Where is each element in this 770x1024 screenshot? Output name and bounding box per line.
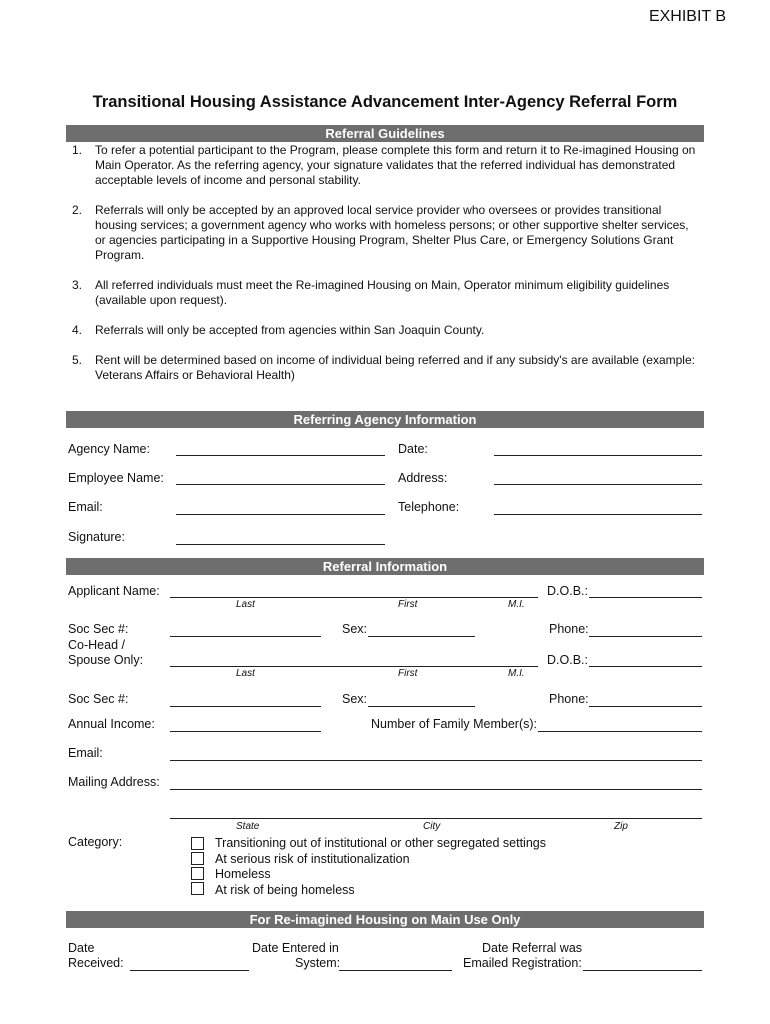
category-checkbox[interactable] [191, 882, 204, 895]
cohead-name-field[interactable] [170, 666, 538, 667]
employee-name-label: Employee Name: [68, 471, 164, 485]
office-use-heading: For Re-imagined Housing on Main Use Only [66, 911, 704, 928]
applicant-phone-field[interactable] [589, 636, 702, 637]
cohead-dob-label: D.O.B.: [547, 653, 588, 667]
applicant-dob-field[interactable] [589, 597, 702, 598]
category-label: Category: [68, 835, 123, 849]
cohead-label-line2: Spouse Only: [68, 653, 144, 667]
guideline-number: 2. [72, 203, 83, 217]
applicant-ssn-field[interactable] [170, 636, 321, 637]
cohead-ssn-label: Soc Sec #: [68, 692, 129, 706]
city-sublabel: City [423, 821, 441, 832]
signature-field[interactable] [176, 544, 385, 545]
mailing-address-field[interactable] [170, 789, 702, 790]
date-label: Date: [398, 442, 428, 456]
applicant-sex-label: Sex: [342, 622, 368, 636]
agency-name-label: Agency Name: [68, 442, 150, 456]
guideline-number: 1. [72, 143, 83, 157]
address-field[interactable] [494, 484, 702, 485]
agency-name-field[interactable] [176, 455, 385, 456]
first-sublabel: First [398, 668, 418, 679]
mi-sublabel: M.I. [508, 599, 525, 610]
guideline-number: 4. [72, 323, 83, 337]
cohead-sex-label: Sex: [342, 692, 368, 706]
category-option-label: Homeless [215, 867, 271, 881]
last-sublabel: Last [236, 668, 255, 679]
guideline-text: To refer a potential participant to the Program, please complete this form and return it to Re-imagined Housing on Main Operator. As the referring agency, your signature validates that the referred individual has demonstrated acceptable levels of income and personal stability. [95, 143, 696, 187]
form-title: Transitional Housing Assistance Advancement Inter-Agency Referral Form [92, 93, 678, 111]
guidelines-heading: Referral Guidelines [66, 125, 704, 142]
guideline-item [66, 203, 696, 263]
annual-income-label: Annual Income: [68, 717, 155, 731]
applicant-name-label: Applicant Name: [68, 584, 160, 598]
applicant-ssn-label: Soc Sec #: [68, 622, 129, 636]
date-field[interactable] [494, 455, 702, 456]
referral-heading: Referral Information [66, 558, 704, 575]
agency-email-label: Email: [68, 500, 103, 514]
category-option-label: At risk of being homeless [215, 883, 355, 897]
guideline-text: Referrals will only be accepted from agencies within San Joaquin County. [95, 323, 485, 337]
applicant-name-field[interactable] [170, 597, 538, 598]
guideline-item [66, 143, 696, 188]
mailing-address-label: Mailing Address: [68, 775, 160, 789]
guideline-text: Referrals will only be accepted by an approved local service provider who oversees or provides transitional housing services; a government agency who works with homeless persons; or other supportive shelter services, or agencies participating in a Supportive Housing Program, Shelter Plus Care, or Emergency Solutions Grant Program. [95, 203, 689, 262]
date-entered-label-line2: System: [295, 956, 341, 970]
guideline-text: All referred individuals must meet the Re-imagined Housing on Main, Operator minimum eligibility guidelines (available upon request). [95, 278, 670, 307]
category-option-label: At serious risk of institutionalization [215, 852, 410, 866]
category-checkbox[interactable] [191, 852, 204, 865]
date-entered-field[interactable] [339, 970, 452, 971]
cohead-sex-field[interactable] [368, 706, 475, 707]
applicant-sex-field[interactable] [368, 636, 475, 637]
zip-sublabel: Zip [614, 821, 628, 832]
telephone-label: Telephone: [398, 500, 460, 514]
cohead-phone-label: Phone: [549, 692, 589, 706]
guideline-item [66, 278, 696, 308]
mailing-address-line2-field[interactable] [170, 818, 702, 819]
applicant-dob-label: D.O.B.: [547, 584, 588, 598]
state-sublabel: State [236, 821, 260, 832]
cohead-dob-field[interactable] [589, 666, 702, 667]
guideline-item [66, 323, 696, 338]
date-entered-label-line1: Date Entered in [252, 941, 339, 955]
referral-email-field[interactable] [170, 760, 702, 761]
signature-label: Signature: [68, 530, 125, 544]
telephone-field[interactable] [494, 514, 702, 515]
exhibit-label: EXHIBIT B [648, 8, 726, 25]
date-emailed-field[interactable] [583, 970, 702, 971]
agency-heading: Referring Agency Information [66, 411, 704, 428]
family-members-field[interactable] [538, 731, 702, 732]
category-checkbox[interactable] [191, 837, 204, 850]
annual-income-field[interactable] [170, 731, 321, 732]
date-received-field[interactable] [130, 970, 249, 971]
category-option-label: Transitioning out of institutional or other segregated settings [215, 836, 546, 850]
agency-email-field[interactable] [176, 514, 385, 515]
cohead-label-line1: Co-Head / [68, 638, 125, 652]
mi-sublabel: M.I. [508, 668, 525, 679]
first-sublabel: First [398, 599, 418, 610]
cohead-ssn-field[interactable] [170, 706, 321, 707]
date-received-label-line2: Received: [68, 956, 124, 970]
guideline-number: 5. [72, 353, 83, 367]
date-emailed-label-line1: Date Referral was [482, 941, 583, 955]
family-members-label: Number of Family Member(s): [371, 717, 537, 731]
guideline-number: 3. [72, 278, 83, 292]
guideline-text: Rent will be determined based on income of individual being referred and if any subsidy's are available (example: Veterans Affairs or Behavioral Health) [95, 353, 695, 382]
applicant-phone-label: Phone: [549, 622, 589, 636]
address-label: Address: [398, 471, 448, 485]
guideline-item [66, 353, 696, 383]
date-received-label-line1: Date [68, 941, 95, 955]
referral-email-label: Email: [68, 746, 103, 760]
last-sublabel: Last [236, 599, 255, 610]
cohead-phone-field[interactable] [589, 706, 702, 707]
employee-name-field[interactable] [176, 484, 385, 485]
category-checkbox[interactable] [191, 867, 204, 880]
date-emailed-label-line2: Emailed Registration: [463, 956, 582, 970]
